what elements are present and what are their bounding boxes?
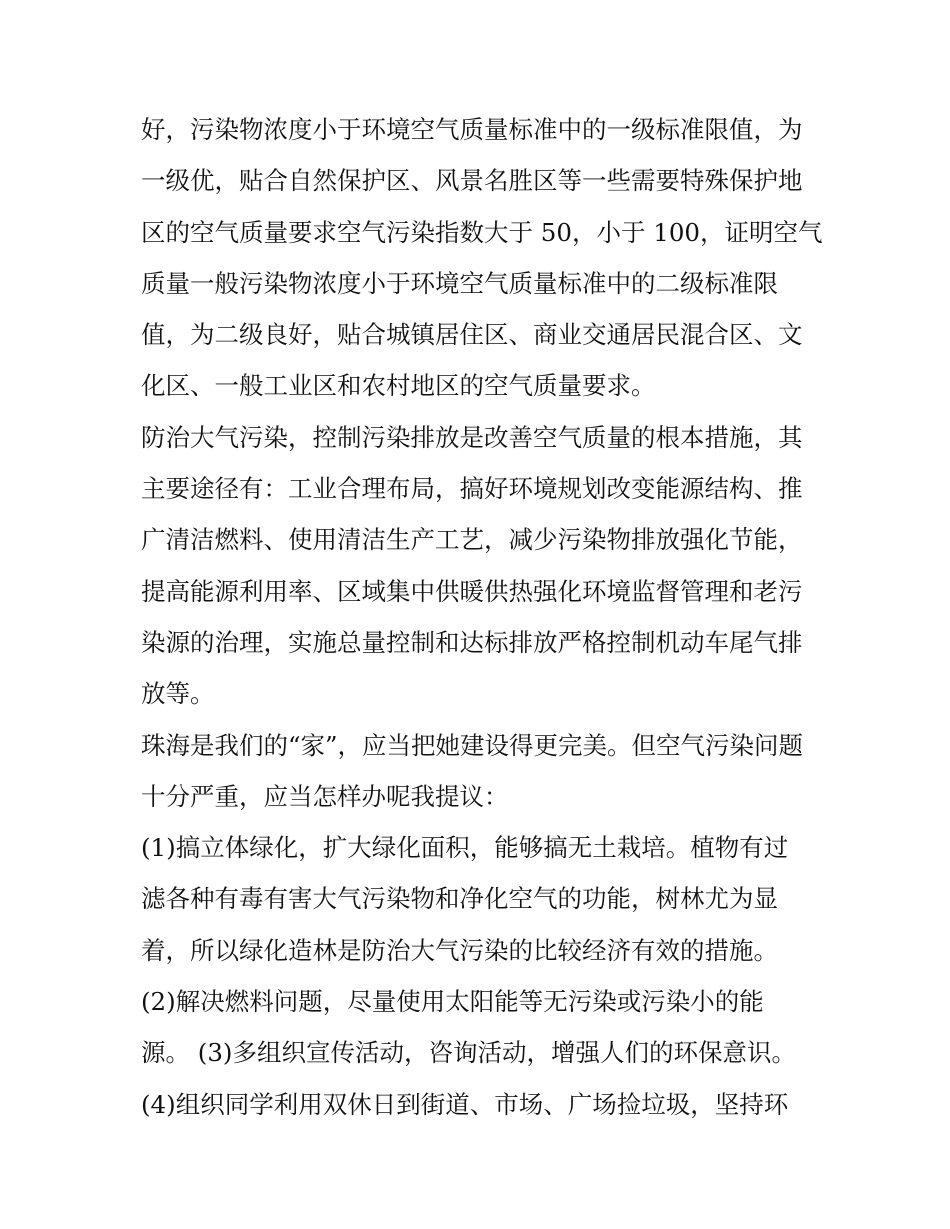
text-line: 着，所以绿化造林是防治大气污染的比较经济有效的措施。 — [141, 935, 778, 965]
text-line: 染源的治理，实施总量控制和达标排放严格控制机动车尾气排 — [141, 627, 803, 657]
text-line: 珠海是我们的“家”，应当把她建设得更完美。但空气污染问题 — [141, 730, 804, 760]
text-line: 质量一般污染物浓度小于环境空气质量标准中的二级标准限 — [141, 268, 778, 298]
text-line: (1)搞立体绿化，扩大绿化面积，能够搞无土栽培。植物有过 — [141, 833, 789, 863]
text-line: 值，为二级良好，贴合城镇居住区、商业交通居民混合区、文 — [141, 320, 803, 350]
text-line: 十分严重，应当怎样办呢我提议： — [141, 781, 509, 811]
text-line: 区的空气质量要求空气污染指数大于 50，小于 100，证明空气 — [141, 217, 823, 247]
text-line: 主要途径有：工业合理布局，搞好环境规划改变能源结构、推 — [141, 474, 803, 504]
text-line: 防治大气污染，控制污染排放是改善空气质量的根本措施，其 — [141, 422, 803, 452]
text-line: 化区、一般工业区和农村地区的空气质量要求。 — [141, 371, 656, 401]
text-line: 放等。 — [141, 679, 215, 709]
text-line: 一级优，贴合自然保护区、风景名胜区等一些需要特殊保护地 — [141, 166, 803, 196]
text-line: 源。 (3)多组织宣传活动，咨询活动，增强人们的环保意识。 — [141, 1038, 796, 1068]
text-line: 提高能源利用率、区域集中供暖供热强化环境监督管理和老污 — [141, 576, 803, 606]
text-line: 滤各种有毒有害大气污染物和净化空气的功能，树林尤为显 — [141, 884, 778, 914]
text-line: 广清洁燃料、使用清洁生产工艺，减少污染物排放强化节能， — [141, 525, 803, 555]
text-line: 好，污染物浓度小于环境空气质量标准中的一级标准限值，为 — [141, 115, 803, 144]
text-line: (2)解决燃料问题，尽量使用太阳能等无污染或污染小的能 — [141, 987, 764, 1017]
text-line: (4)组织同学利用双休日到街道、市场、广场捡垃圾，坚持环 — [141, 1089, 789, 1119]
body-text — [141, 104, 821, 1130]
